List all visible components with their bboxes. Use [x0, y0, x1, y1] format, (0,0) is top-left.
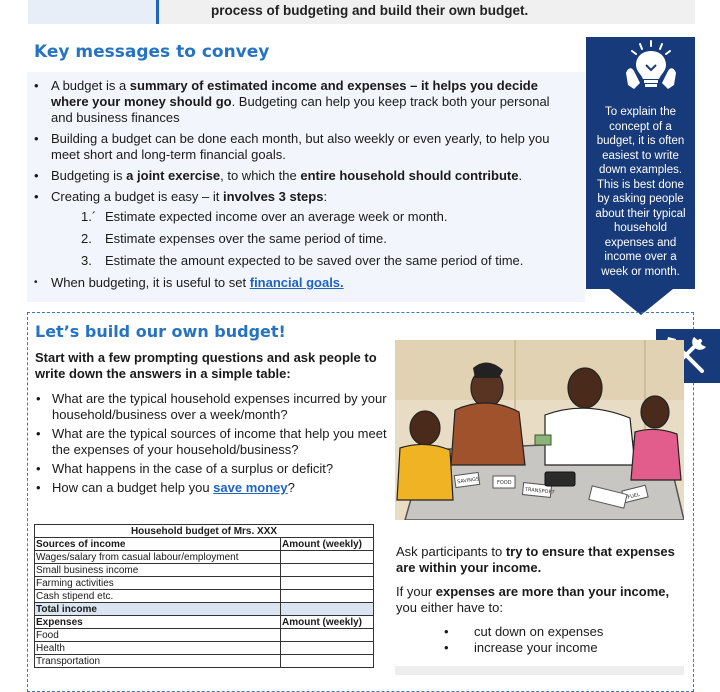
options-list [444, 624, 684, 656]
expenses-exceed-text: If your expenses are more than your income, you either have to: [396, 584, 670, 615]
list-item: • What are the typical sources of income that help you meet the expenses of your household/business? [36, 426, 387, 457]
steps-list [51, 209, 565, 269]
lightbulb-icon [622, 39, 680, 91]
list-item: • Budgeting is a joint exercise, to which the entire household should contribute. [34, 168, 523, 183]
table-row: Small business income [35, 564, 374, 577]
step-item: 2. Estimate expenses over the same period of time. [81, 231, 387, 246]
list-item: • Creating a budget is easy – it involves 3 steps: 1.´ Estimate expected income over an average week or month. 2. Estimate expenses over the same period of time. 3. Estimate the amount expected to be saved over the same period of time. [30, 189, 565, 269]
list-item: • A budget is a summary of estimated income and expenses – it helps you decide where your money should go. Budgeting can help you keep track both your personal and business finances [34, 78, 550, 125]
prompting-questions [30, 391, 390, 499]
table-row: Cash stipend etc. [35, 590, 374, 603]
step-item: 3. Estimate the amount expected to be saved over the same period of time. [81, 253, 524, 268]
total-income-row: Total income [35, 603, 374, 616]
key-messages-list [30, 78, 565, 296]
ensure-expenses-text: Ask participants to try to ensure that expenses are within your income. [396, 544, 675, 575]
paper-label: FOOD [497, 480, 512, 486]
family-budget-illustration [395, 340, 684, 520]
key-messages-title: Key messages to convey [34, 42, 270, 62]
financial-goals-link[interactable]: financial goals. [249, 275, 344, 290]
save-money-link[interactable]: save money [213, 480, 288, 495]
list-item: • Building a budget can be done each month, but also weekly or even yearly, to help you meet short and long-term financial goals. [34, 131, 550, 162]
list-item: • What happens in the case of a surplus or deficit? [36, 461, 334, 476]
list-item: • cut down on expenses [444, 624, 604, 639]
build-intro: Start with a few prompting questions and ask people to write down the answers in a simple table: [35, 350, 377, 381]
paper-label: TRANSPORT [524, 486, 555, 496]
tip-text: To explain the concept of a budget, it is often easiest to write down examples. This is best done by asking people about their typical household expenses and income over a week or month. [595, 106, 686, 278]
banner-left-panel [28, 0, 156, 24]
list-item: • increase your income [444, 640, 598, 655]
list-item: • When budgeting, it is useful to set financial goals. [34, 275, 344, 290]
list-item: • How can a budget help you save money? [36, 480, 295, 495]
table-row: Health [35, 642, 374, 655]
income-header: Sources of income [35, 538, 281, 551]
household-budget-table [34, 524, 374, 668]
banner-text: process of budgeting and build their own budget. [211, 3, 529, 18]
build-budget-title: Let’s build our own budget! [35, 322, 286, 341]
amount-header: Amount (weekly) [281, 616, 374, 629]
step-item: 1.´ Estimate expected income over an average week or month. [81, 209, 448, 224]
list-item: • What are the typical household expenses incurred by your household/business over a week/month? [36, 391, 387, 422]
table-title: Household budget of Mrs. XXX [35, 525, 374, 538]
top-banner [28, 0, 695, 24]
amount-header: Amount (weekly) [281, 538, 374, 551]
paper-label: SAVINGS [456, 476, 480, 486]
paper-label: FUEL [626, 491, 641, 501]
banner-divider [156, 0, 159, 24]
table-row: Farming activities [35, 577, 374, 590]
expenses-header: Expenses [35, 616, 281, 629]
table-row: Wages/salary from casual labour/employment [35, 551, 374, 564]
bottom-strip [395, 666, 684, 675]
table-row: Food [35, 629, 374, 642]
table-row: Transportation [35, 655, 374, 668]
